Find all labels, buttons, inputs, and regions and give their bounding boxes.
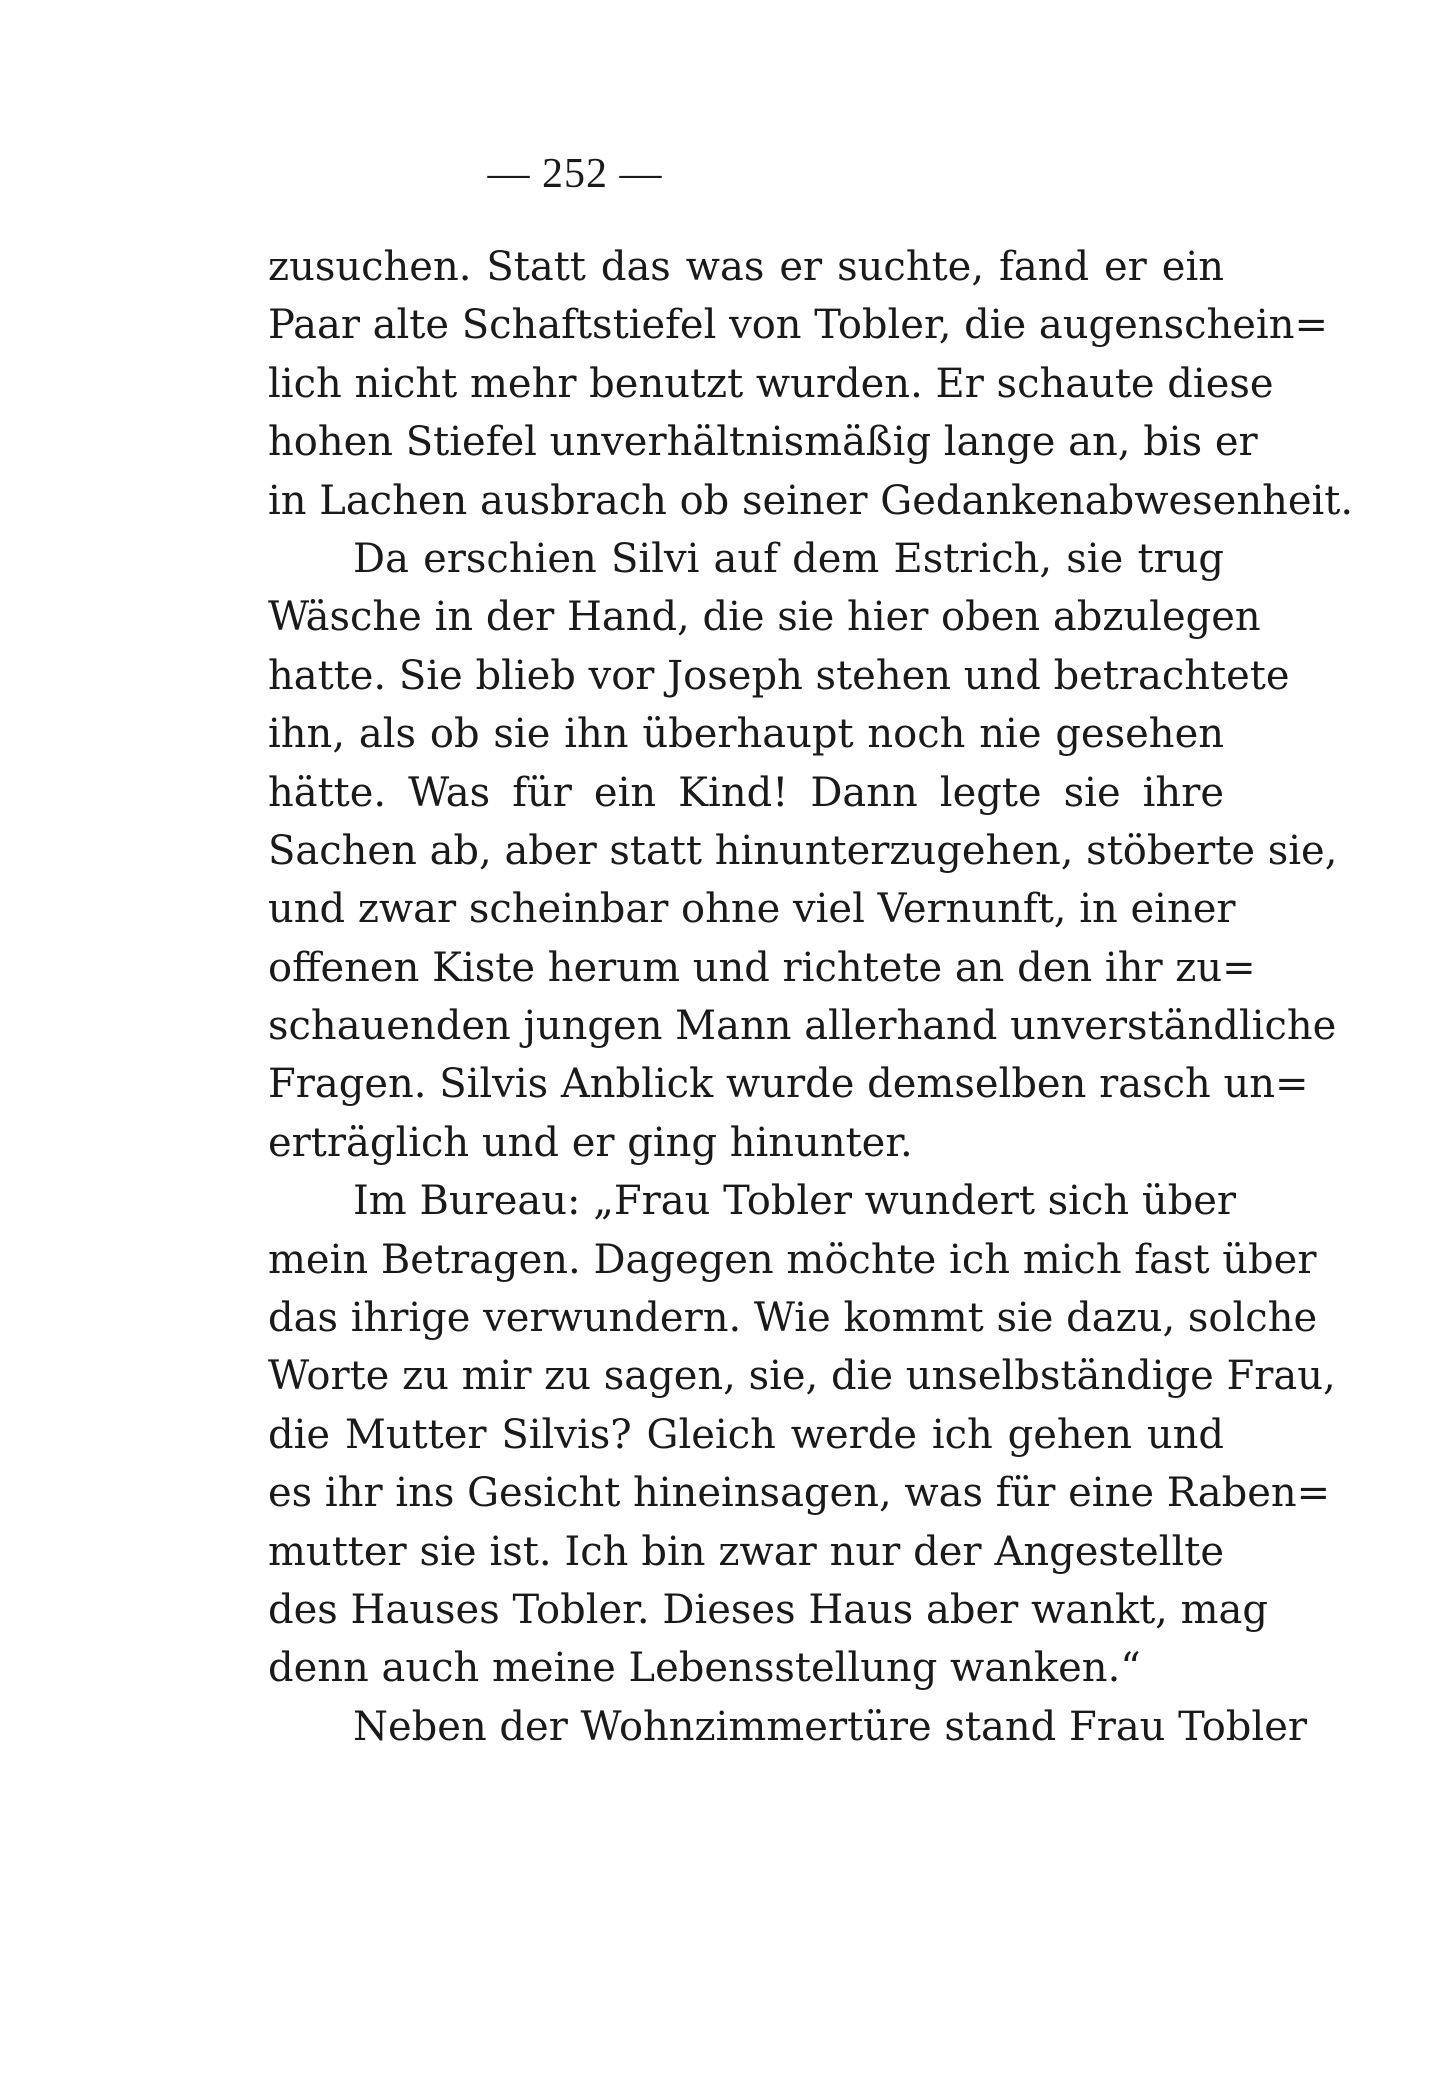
text-line: das ihrige verwundern. Wie kommt sie dazu, solche [268, 1295, 1318, 1342]
text-line: schauenden jungen Mann allerhand unverständliche [268, 1003, 1337, 1050]
text-line: Im Bureau: „Frau Tobler wundert sich über [353, 1178, 1236, 1225]
text-line: erträglich und er ging hinunter. [268, 1119, 913, 1166]
text-line: Worte zu mir zu sagen, sie, die unselbständige Frau, [268, 1353, 1336, 1400]
text-line: ihn, als ob sie ihn überhaupt noch nie gesehen [268, 711, 1224, 758]
text-line: denn auch meine Lebensstellung wanken.“ [268, 1645, 1141, 1692]
text-line: und zwar scheinbar ohne viel Vernunft, in einer [268, 886, 1236, 933]
text-line: zusuchen. Statt das was er suchte, fand er ein [268, 244, 1224, 290]
text-line: hatte. Sie blieb vor Joseph stehen und betrachtete [268, 652, 1290, 699]
body-text [268, 238, 1354, 1756]
text-line: mein Betragen. Dagegen möchte ich mich fast über [268, 1236, 1317, 1283]
text-line: offenen Kiste herum und richtete an den ihr zu= [268, 944, 1256, 991]
text-line: hätte. Was für ein Kind! Dann legte sie ihre [268, 769, 1224, 816]
text-line: Neben der Wohnzimmertüre stand Frau Tobler [353, 1703, 1307, 1750]
text-line: mutter sie ist. Ich bin zwar nur der Angestellte [268, 1528, 1224, 1575]
page-number: — 252 — [487, 151, 663, 197]
text-line: in Lachen ausbrach ob seiner Gedankenabwesenheit. [268, 477, 1354, 524]
text-line: Sachen ab, aber statt hinunterzugehen, stöberte sie, [268, 827, 1338, 874]
text-line: Wäsche in der Hand, die sie hier oben abzulegen [268, 594, 1261, 641]
text-line: lich nicht mehr benutzt wurden. Er schaute diese [268, 360, 1274, 407]
text-line: Fragen. Silvis Anblick wurde demselben rasch un= [268, 1061, 1309, 1108]
text-line: es ihr ins Gesicht hineinsagen, was für eine Raben= [268, 1470, 1331, 1517]
text-line: des Hauses Tobler. Dieses Haus aber wankt, mag [268, 1586, 1268, 1633]
text-line: Paar alte Schaftstiefel von Tobler, die augenschein= [268, 302, 1328, 349]
text-line: Da erschien Silvi auf dem Estrich, sie trug [353, 535, 1224, 582]
text-line: hohen Stiefel unverhältnismäßig lange an, bis er [268, 419, 1258, 466]
text-line: die Mutter Silvis? Gleich werde ich gehen und [268, 1411, 1224, 1458]
